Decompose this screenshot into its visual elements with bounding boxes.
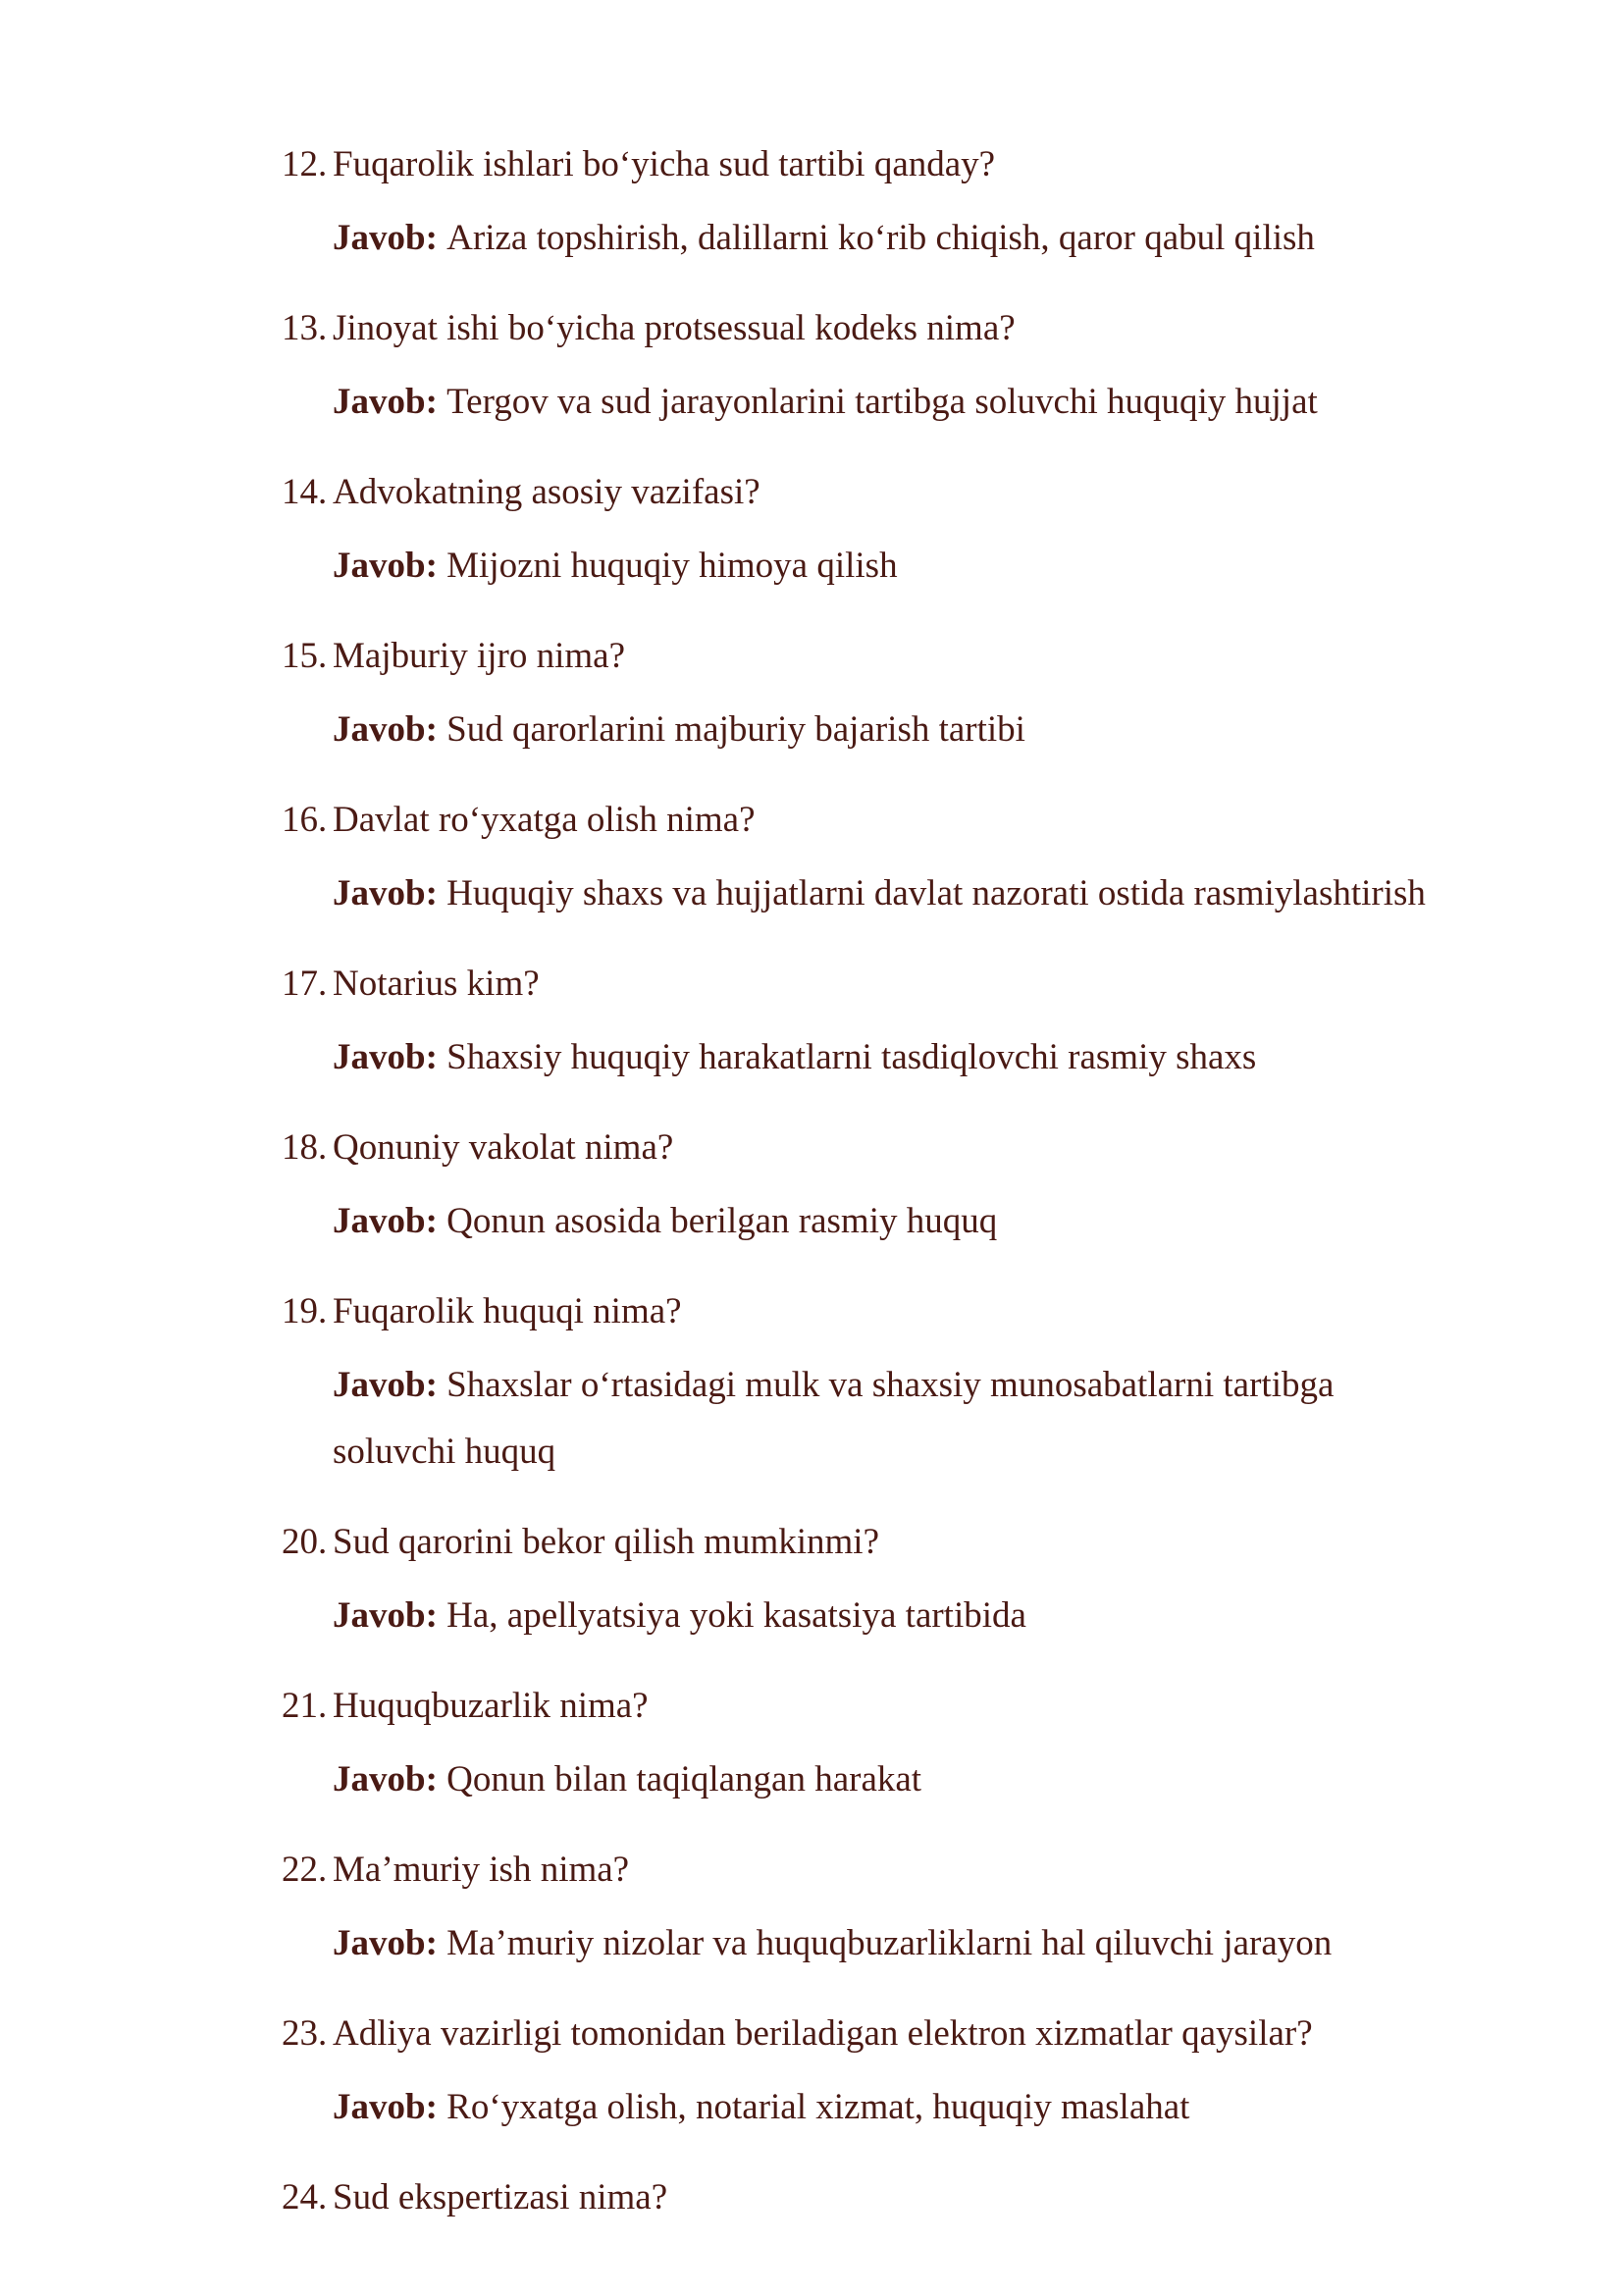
answer-label: Javob: xyxy=(333,382,438,422)
question xyxy=(282,1286,1518,1337)
qa-item-22 xyxy=(282,1845,1518,1977)
qa-item-20 xyxy=(282,1517,1518,1649)
question xyxy=(282,2008,1518,2060)
question-number: 16. xyxy=(282,800,328,840)
question-number: 14. xyxy=(282,472,328,512)
answer xyxy=(333,1583,1518,1649)
answer-text: Ha, apellyatsiya yoki kasatsiya tartibida xyxy=(446,1595,1026,1636)
question-text: Sud qarorini bekor qilish mumkinmi? xyxy=(333,1522,880,1562)
qa-item-14 xyxy=(282,467,1518,600)
answer-label: Javob: xyxy=(333,1595,438,1636)
question xyxy=(282,1681,1518,1732)
question-text: Huquqbuzarlik nima? xyxy=(333,1686,649,1726)
question xyxy=(282,959,1518,1010)
answer-label: Javob: xyxy=(333,873,438,913)
answer xyxy=(333,2074,1518,2141)
answer xyxy=(333,369,1518,436)
answer xyxy=(333,205,1518,272)
answer xyxy=(333,697,1518,763)
answer-text: Shaxsiy huquqiy harakatlarni tasdiqlovchi rasmiy shaxs xyxy=(446,1037,1257,1077)
answer-text: Qonun bilan taqiqlangan harakat xyxy=(446,1759,922,1799)
question-text: Jinoyat ishi bo‘yicha protsessual kodeks nima? xyxy=(333,308,1016,348)
question xyxy=(282,139,1518,190)
question-text: Davlat ro‘yxatga olish nima? xyxy=(333,800,756,840)
answer-text: Tergov va sud jarayonlarini tartibga soluvchi huquqiy hujjat xyxy=(446,382,1318,422)
qa-item-16 xyxy=(282,795,1518,927)
question xyxy=(282,1845,1518,1896)
qa-item-13 xyxy=(282,303,1518,436)
qa-item-18 xyxy=(282,1122,1518,1255)
question-number: 23. xyxy=(282,2013,328,2054)
qa-item-24 xyxy=(282,2172,1518,2223)
answer-text: Sud qarorlarini majburiy bajarish tartibi xyxy=(446,709,1025,750)
question-text: Qonuniy vakolat nima? xyxy=(333,1127,674,1168)
question-text: Fuqarolik huquqi nima? xyxy=(333,1291,682,1331)
answer xyxy=(333,1352,1412,1486)
answer-label: Javob: xyxy=(333,709,438,750)
question-number: 24. xyxy=(282,2177,328,2217)
question-text: Adliya vazirligi tomonidan beriladigan elektron xizmatlar qaysilar? xyxy=(333,2013,1313,2054)
question-number: 22. xyxy=(282,1850,328,1890)
answer-label: Javob: xyxy=(333,1923,438,1963)
question xyxy=(282,1517,1518,1568)
qa-item-19 xyxy=(282,1286,1518,1486)
question-number: 15. xyxy=(282,636,328,676)
answer-text: Shaxslar o‘rtasidagi mulk va shaxsiy munosabatlarni tartibga soluvchi huquq xyxy=(333,1365,1335,1472)
question xyxy=(282,303,1518,354)
question-number: 13. xyxy=(282,308,328,348)
answer xyxy=(333,1188,1518,1255)
question-text: Fuqarolik ishlari bo‘yicha sud tartibi qanday? xyxy=(333,144,996,184)
question xyxy=(282,467,1518,518)
answer-text: Ro‘yxatga olish, notarial xizmat, huquqiy maslahat xyxy=(446,2087,1190,2127)
answer xyxy=(333,1747,1518,1813)
question-text: Ma’muriy ish nima? xyxy=(333,1850,630,1890)
answer-label: Javob: xyxy=(333,1037,438,1077)
qa-item-21 xyxy=(282,1681,1518,1813)
question xyxy=(282,631,1518,682)
qa-item-12 xyxy=(282,139,1518,272)
answer xyxy=(333,861,1518,927)
question-number: 19. xyxy=(282,1291,328,1331)
answer xyxy=(333,533,1518,600)
question-number: 20. xyxy=(282,1522,328,1562)
question-text: Notarius kim? xyxy=(333,964,540,1004)
question-number: 18. xyxy=(282,1127,328,1168)
qa-item-15 xyxy=(282,631,1518,763)
question xyxy=(282,2172,1518,2223)
answer-label: Javob: xyxy=(333,1365,438,1405)
question-text: Majburiy ijro nima? xyxy=(333,636,625,676)
qa-item-17 xyxy=(282,959,1518,1091)
answer-text: Qonun asosida berilgan rasmiy huquq xyxy=(446,1201,998,1241)
answer-text: Ariza topshirish, dalillarni ko‘rib chiqish, qaror qabul qilish xyxy=(446,218,1315,258)
question-number: 17. xyxy=(282,964,328,1004)
answer-text: Mijozni huquqiy himoya qilish xyxy=(446,546,898,586)
question xyxy=(282,1122,1518,1174)
answer-label: Javob: xyxy=(333,1201,438,1241)
answer xyxy=(333,1024,1518,1091)
answer xyxy=(333,1910,1518,1977)
answer-text: Huquqiy shaxs va hujjatlarni davlat nazorati ostida rasmiylashtirish xyxy=(446,873,1426,913)
answer-label: Javob: xyxy=(333,2087,438,2127)
qa-list xyxy=(282,139,1518,2255)
answer-label: Javob: xyxy=(333,1759,438,1799)
answer-text: Ma’muriy nizolar va huquqbuzarliklarni hal qiluvchi jarayon xyxy=(446,1923,1333,1963)
question-text: Advokatning asosiy vazifasi? xyxy=(333,472,760,512)
question-number: 12. xyxy=(282,144,328,184)
question-text: Sud ekspertizasi nima? xyxy=(333,2177,668,2217)
question-number: 21. xyxy=(282,1686,328,1726)
qa-item-23 xyxy=(282,2008,1518,2141)
question xyxy=(282,795,1518,846)
answer-label: Javob: xyxy=(333,218,438,258)
answer-label: Javob: xyxy=(333,546,438,586)
